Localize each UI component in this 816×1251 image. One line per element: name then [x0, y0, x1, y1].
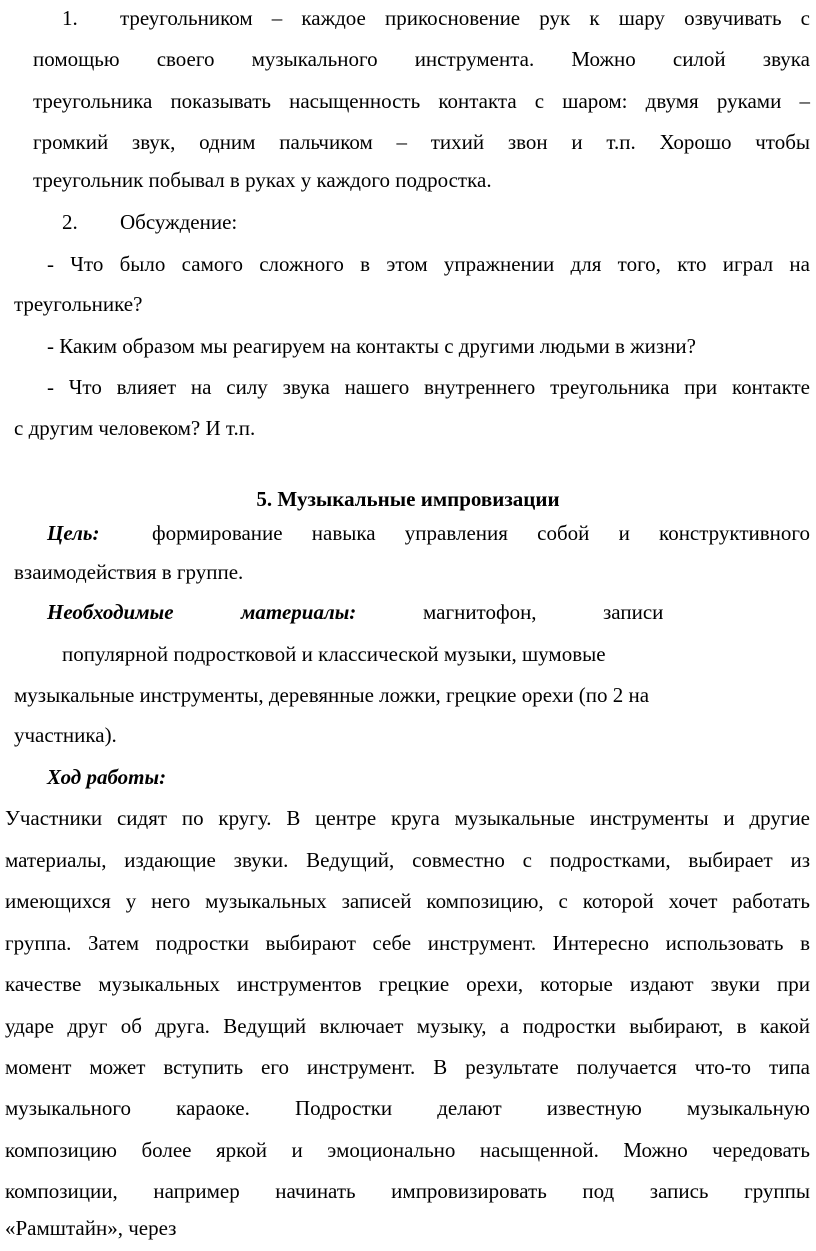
body-line: композиции, например начинать импровизировать под запись группы [5, 1179, 810, 1203]
item1-line: треугольник побывал в руках у каждого подростка. [33, 168, 492, 192]
body-line: музыкального караоке. Подростки делают известную музыкальную [5, 1096, 810, 1120]
question-line: - Что было самого сложного в этом упражнении для того, кто играл на [47, 252, 810, 276]
body-line: материалы, издающие звуки. Ведущий, совместно с подростками, выбирает из [5, 848, 810, 872]
item1-line: помощью своего музыкального инструмента. Можно силой звука [33, 47, 810, 71]
materials-line: участника). [14, 723, 117, 747]
progress-label: Ход работы: [47, 765, 167, 789]
goal-label [47, 519, 100, 547]
goal-label-text: Цель: [47, 521, 100, 545]
materials-word: записи [603, 600, 664, 624]
question-line: с другим человеком? И т.п. [14, 416, 256, 440]
body-line: Участники сидят по кругу. В центре круга музыкальные инструменты и другие [5, 806, 810, 830]
list-number-1: 1. [62, 6, 78, 30]
goal-line: взаимодействия в группе. [14, 560, 244, 584]
materials-label: материалы: [241, 600, 357, 624]
materials-label: Необходимые [47, 600, 174, 624]
list-number-2: 2. [62, 210, 78, 234]
body-line: группа. Затем подростки выбирают себе инструмент. Интересно использовать в [5, 931, 810, 955]
goal-line: формирование навыка управления собой и конструктивного [152, 521, 810, 545]
question-line: - Что влияет на силу звука нашего внутреннего треугольника при контакте [47, 375, 810, 399]
materials-word: магнитофон, [423, 600, 537, 624]
section-title: 5. Музыкальные импровизации [256, 487, 560, 511]
body-line: имеющихся у него музыкальных записей композицию, с которой хочет работать [5, 889, 810, 913]
discussion-label: Обсуждение: [120, 210, 238, 234]
body-line: ударе друг об друга. Ведущий включает музыку, а подростки выбирают, в какой [5, 1014, 810, 1038]
question-line: - Каким образом мы реагируем на контакты с другими людьми в жизни? [47, 334, 696, 358]
body-line: композицию более яркой и эмоционально насыщенной. Можно чередовать [5, 1138, 810, 1162]
materials-line: музыкальные инструменты, деревянные ложки, грецкие орехи (по 2 на [14, 683, 650, 707]
item1-line: треугольника показывать насыщенность контакта с шаром: двумя руками – [33, 89, 810, 113]
body-line: «Рамштайн», через [5, 1216, 177, 1240]
body-line: момент может вступить его инструмент. В результате получается что-то типа [5, 1055, 810, 1079]
materials-line: популярной подростковой и классической музыки, шумовые [62, 642, 606, 666]
item1-line: громкий звук, одним пальчиком – тихий звон и т.п. Хорошо чтобы [33, 130, 810, 154]
question-line: треугольнике? [14, 292, 143, 316]
item1-line: треугольником – каждое прикосновение рук к шару озвучивать с [120, 6, 810, 30]
body-line: качестве музыкальных инструментов грецкие орехи, которые издают звуки при [5, 972, 810, 996]
